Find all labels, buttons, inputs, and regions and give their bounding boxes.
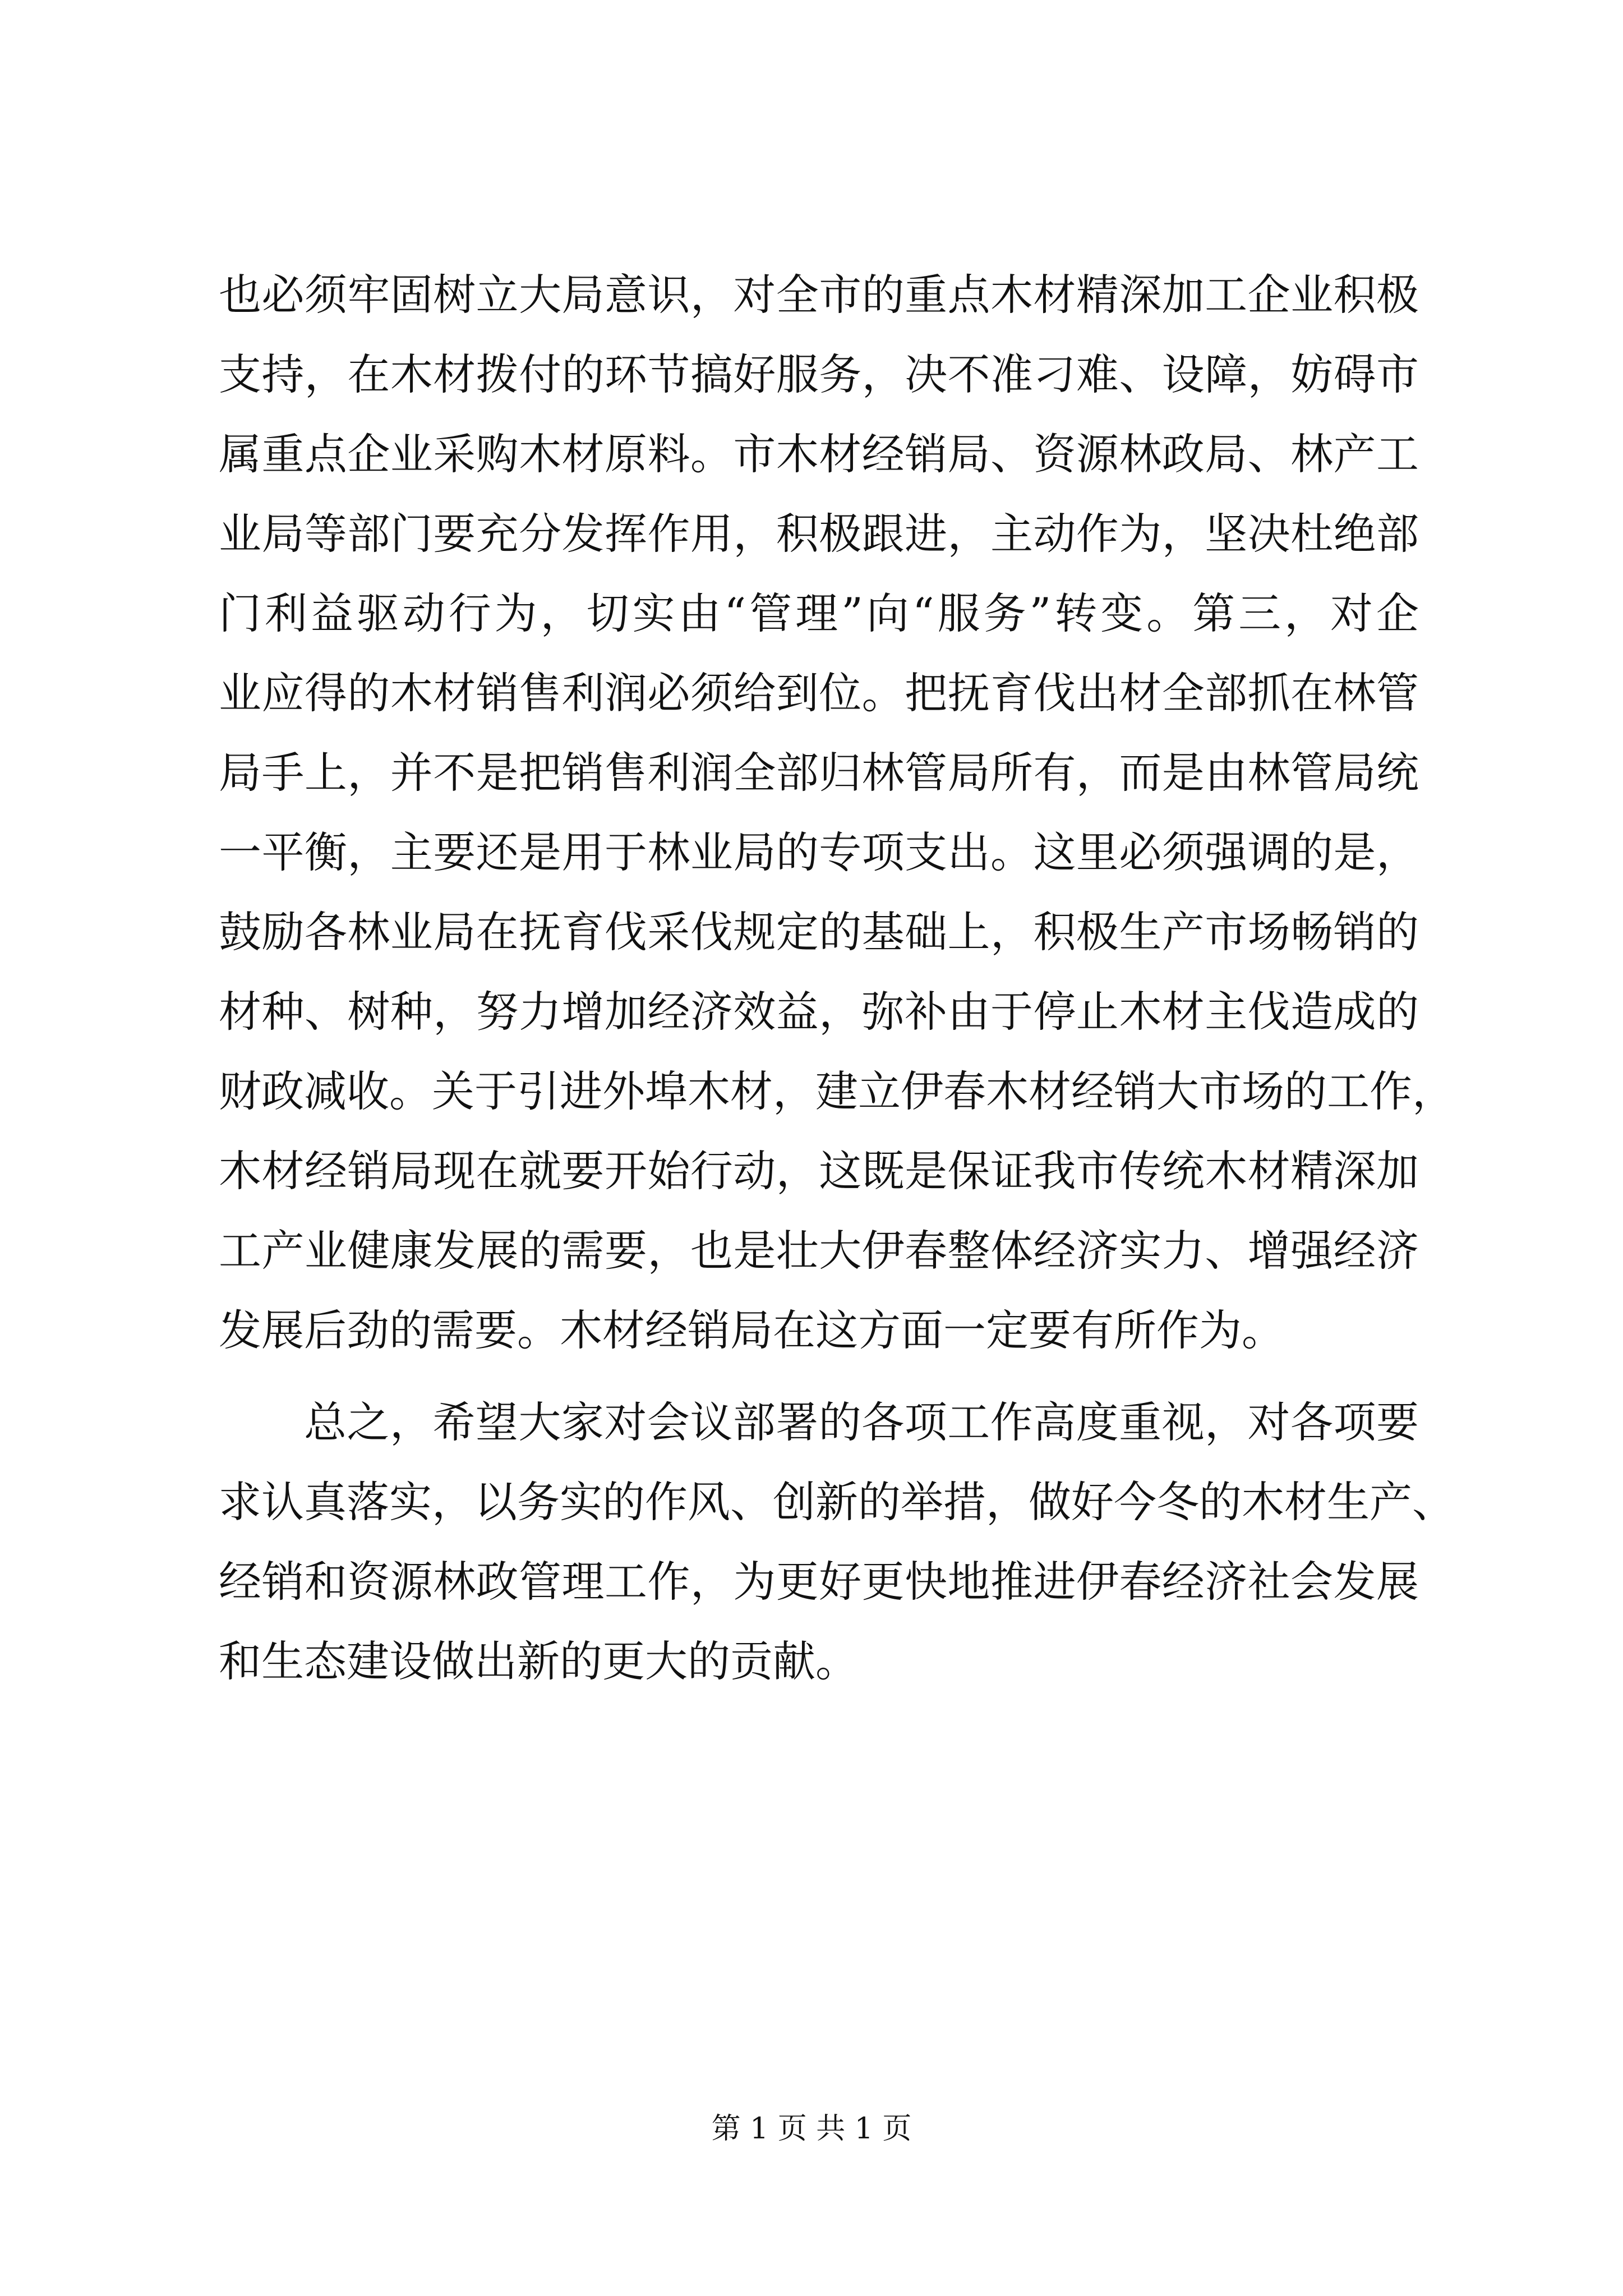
paragraph-1 bbox=[219, 255, 1455, 1370]
text-line: 一平衡，主要还是用于林业局的专项支出。这里必须强调的是， bbox=[219, 827, 1419, 877]
text-line: 业应得的木材销售利润必须给到位。把抚育伐出材全部抓在林管 bbox=[219, 668, 1419, 718]
paragraph-2 bbox=[219, 1383, 1455, 1701]
text-line: 求认真落实，以务实的作风、创新的举措，做好今冬的木材生产、 bbox=[219, 1477, 1455, 1527]
text-line: 也必须牢固树立大局意识，对全市的重点木材精深加工企业积极 bbox=[219, 270, 1419, 320]
text-line: 属重点企业采购木材原料。市木材经销局、资源林政局、林产工 bbox=[219, 429, 1419, 479]
text-line: 工产业健康发展的需要，也是壮大伊春整体经济实力、增强经济 bbox=[219, 1226, 1419, 1276]
text-line: 财政减收。关于引进外埠木材，建立伊春木材经销大市场的工作， bbox=[219, 1066, 1455, 1116]
text-line: 发展后劲的需要。木材经销局在这方面一定要有所作为。 bbox=[219, 1305, 1284, 1355]
text-line: 鼓励各林业局在抚育伐采伐规定的基础上，积极生产市场畅销的 bbox=[219, 907, 1419, 957]
text-line: 支持，在木材拨付的环节搞好服务，决不准刁难、设障，妨碍市 bbox=[219, 349, 1419, 399]
text-line: 局手上，并不是把销售利润全部归林管局所有，而是由林管局统 bbox=[219, 748, 1419, 798]
text-line: 木材经销局现在就要开始行动，这既是保证我市传统木材精深加 bbox=[219, 1146, 1419, 1196]
text-line: 材种、树种，努力增加经济效益，弥补由于停止木材主伐造成的 bbox=[219, 987, 1419, 1037]
paragraph-gap bbox=[219, 1370, 1419, 1383]
text-line: 经销和资源林政管理工作，为更好更快地推进伊春经济社会发展 bbox=[219, 1557, 1419, 1607]
text-line: 和生态建设做出新的更大的贡献。 bbox=[219, 1636, 858, 1686]
text-line: 门利益驱动行为，切实由“管理”向“服务”转变。第三，对企 bbox=[219, 588, 1419, 638]
page-footer: 第 1 页 共 1 页 bbox=[711, 2112, 912, 2146]
text-line: 业局等部门要充分发挥作用，积极跟进，主动作为，坚决杜绝部 bbox=[219, 509, 1419, 559]
text-line: 总之，希望大家对会议部署的各项工作高度重视，对各项要 bbox=[304, 1397, 1419, 1447]
document-body bbox=[219, 255, 1455, 1701]
